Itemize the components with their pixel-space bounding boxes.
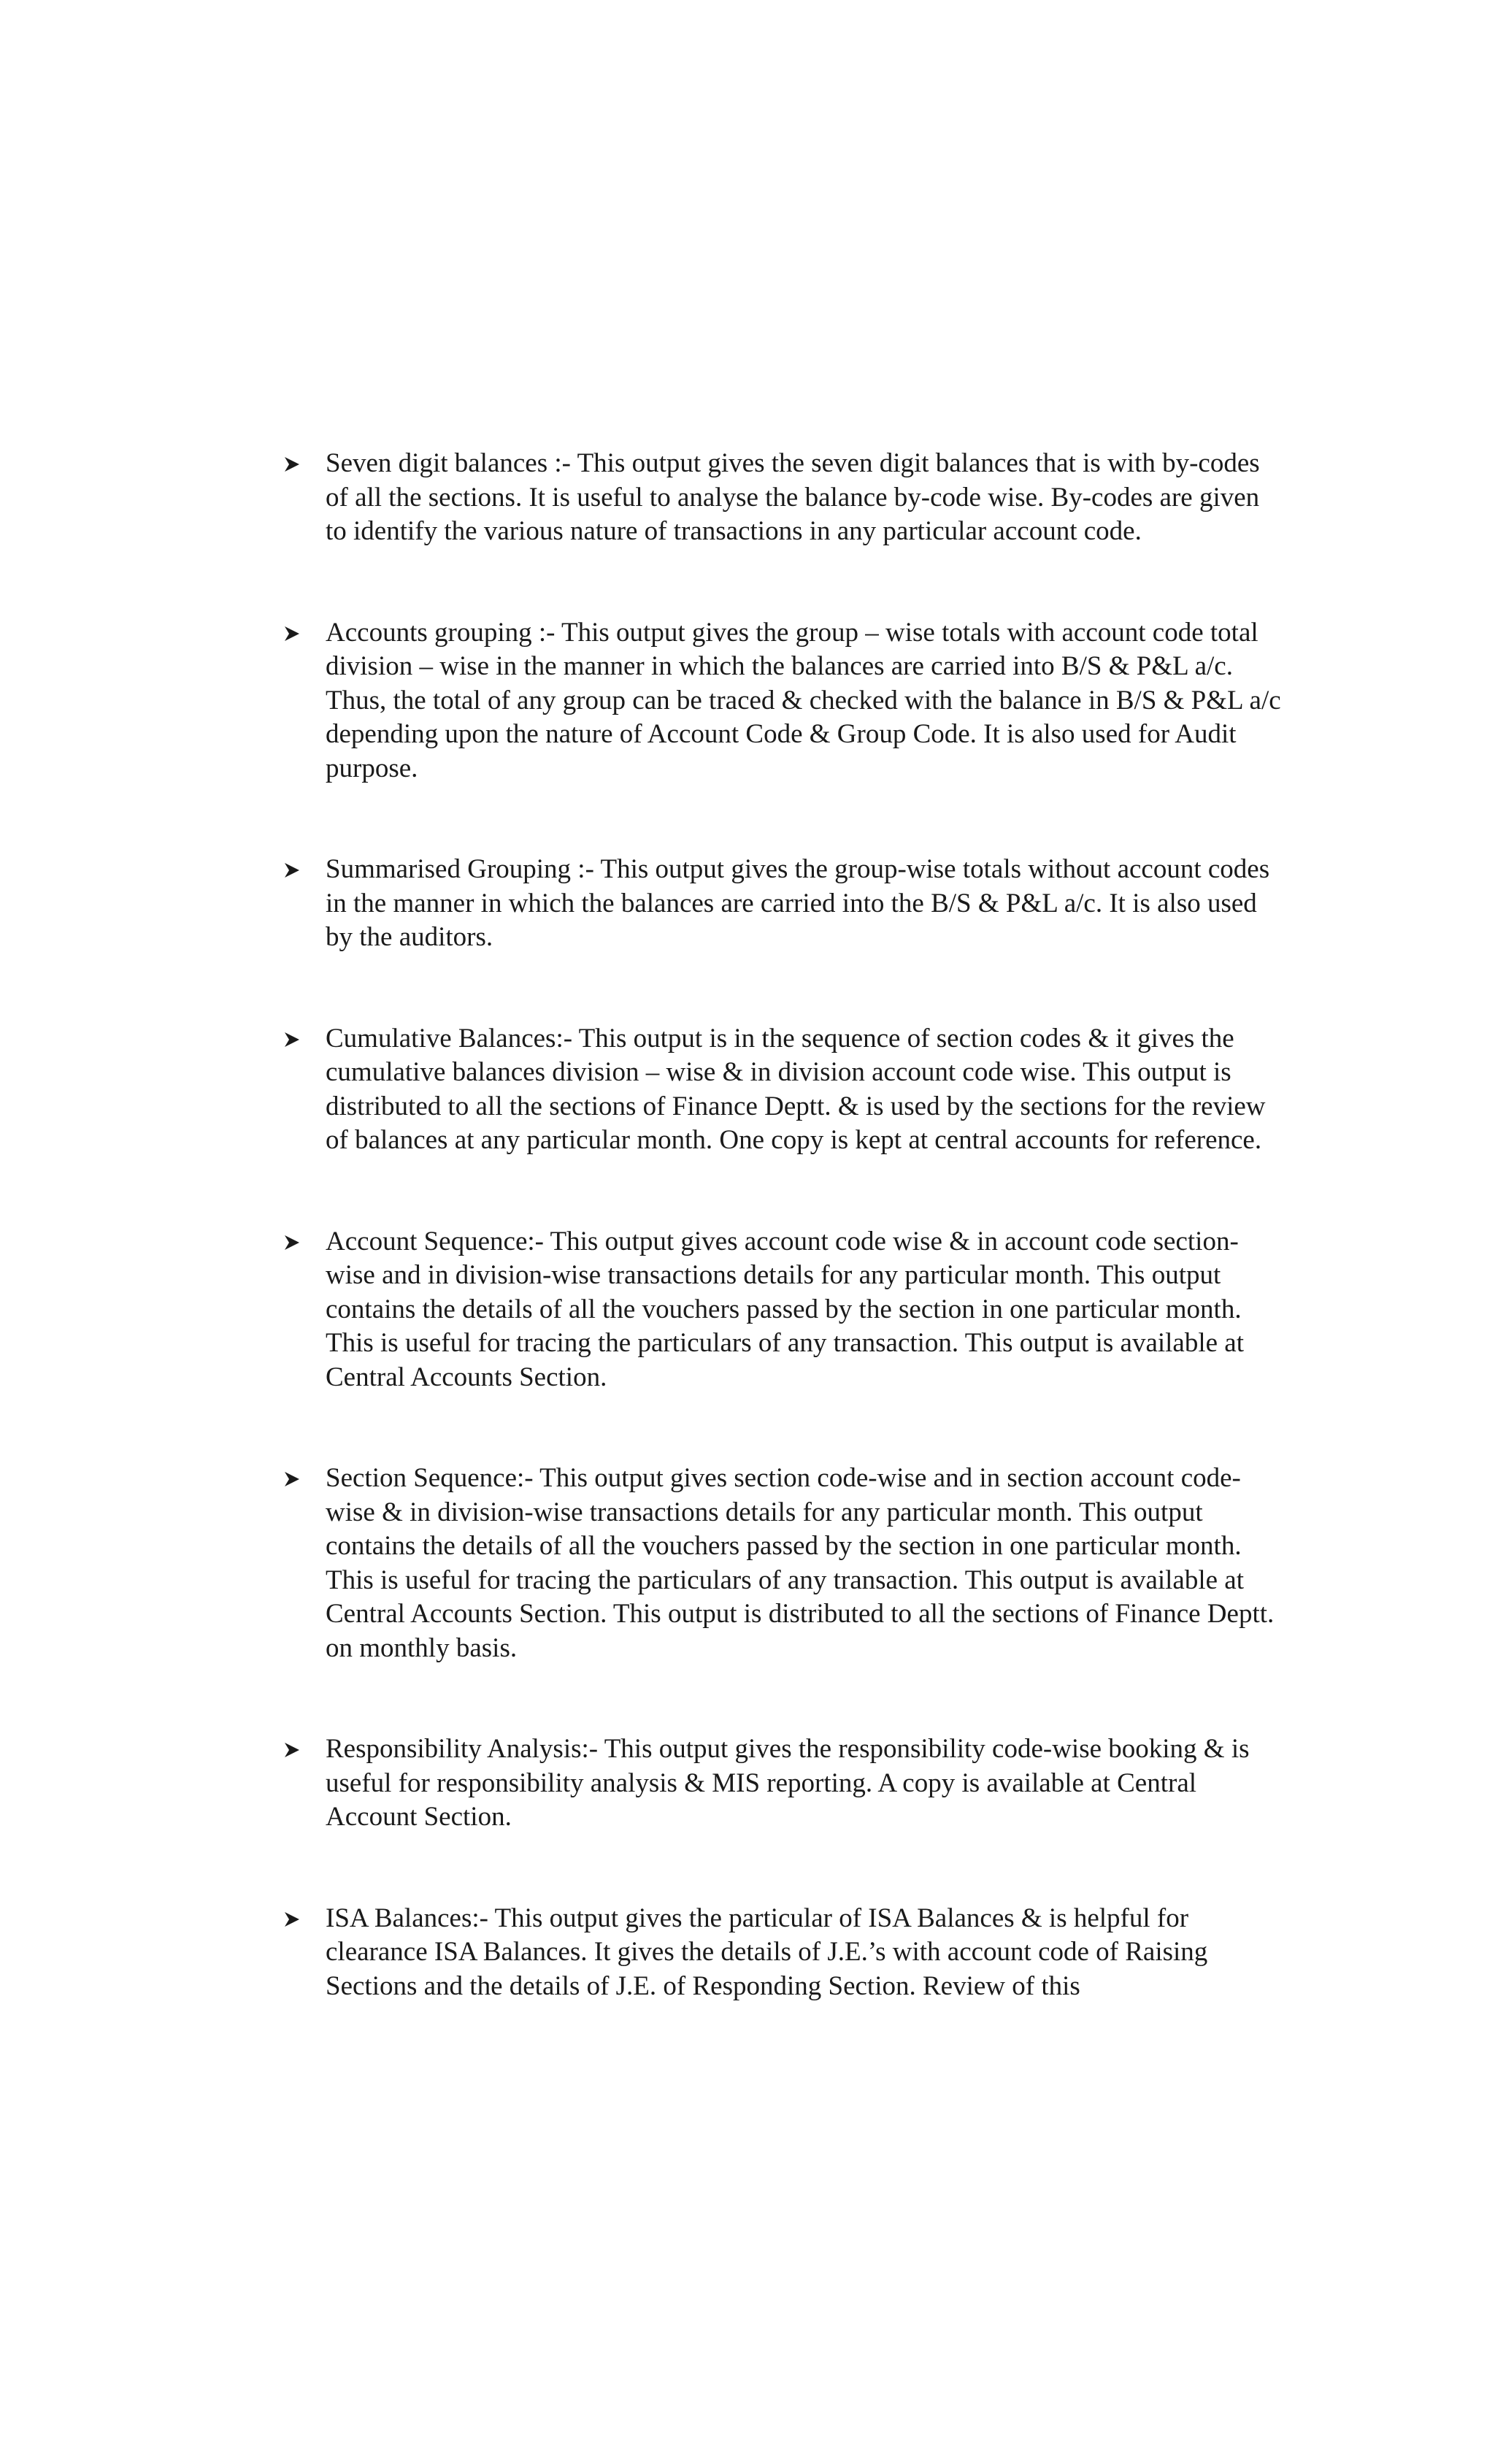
output-description-list bbox=[279, 447, 1286, 2070]
item-text: Section Sequence:- This output gives section code-wise and in section account code-wise & in division-wise transactions details for any particular month. This output contains the details of all the vouchers passed by the section in one particular month. This is useful for tracing the particulars of any transaction. This output is available at Central Accounts Section. This output is distributed to all the sections of Finance Deptt. on monthly basis. bbox=[326, 1463, 1275, 1663]
arrowhead-bullet-icon bbox=[284, 1911, 300, 1927]
item-text: Account Sequence:- This output gives account code wise & in account code section-wise and in division-wise transactions details for any particular month. This output contains the details of all the vouchers passed by the section in one particular month. This is useful for tracing the particulars of any transaction. This output is available at Central Accounts Section. bbox=[326, 1226, 1244, 1392]
list-item bbox=[279, 1462, 1286, 1665]
arrowhead-bullet-icon bbox=[284, 1032, 300, 1048]
list-item bbox=[279, 1732, 1286, 1835]
list-item bbox=[279, 616, 1286, 786]
item-text: Responsibility Analysis:- This output gives the responsibility code-wise booking & is useful for responsibility analysis & MIS reporting. A copy is available at Central Account Section. bbox=[326, 1734, 1250, 1832]
arrowhead-bullet-icon bbox=[284, 1471, 300, 1487]
item-text: Summarised Grouping :- This output gives the group-wise totals without account codes in the manner in which the balances are carried into the B/S & P&L a/c. It is also used by the auditors. bbox=[326, 854, 1270, 952]
arrowhead-bullet-icon bbox=[284, 1742, 300, 1758]
list-item bbox=[279, 1022, 1286, 1158]
item-text: Cumulative Balances:- This output is in the sequence of section codes & it gives the cumulative balances division – wise & in division account code wise. This output is distributed to all the sections of Finance Deptt. & is used by the sections for the review of balances at any particular month. One copy is kept at central accounts for reference. bbox=[326, 1023, 1266, 1155]
arrowhead-bullet-icon bbox=[284, 862, 300, 878]
list-item bbox=[279, 1902, 1286, 2004]
item-text: Accounts grouping :- This output gives the group – wise totals with account code total division – wise in the manner in which the balances are carried into B/S & P&L a/c. Thus, the total of any group can be traced & checked with the balance in B/S & P&L a/c depending upon the nature of Account Code & Group Code. It is also used for Audit purpose. bbox=[326, 617, 1281, 783]
arrowhead-bullet-icon bbox=[284, 1235, 300, 1251]
arrowhead-bullet-icon bbox=[284, 456, 300, 472]
list-item bbox=[279, 1225, 1286, 1395]
list-item bbox=[279, 447, 1286, 549]
arrowhead-bullet-icon bbox=[284, 626, 300, 642]
item-text: Seven digit balances :- This output gives the seven digit balances that is with by-codes of all the sections. It is useful to analyse the balance by-code wise. By-codes are given to identify the various nature of transactions in any particular account code. bbox=[326, 448, 1260, 546]
list-item bbox=[279, 853, 1286, 955]
item-text: ISA Balances:- This output gives the particular of ISA Balances & is helpful for clearance ISA Balances. It gives the details of J.E.’s with account code of Raising Sections and the details of J.E. of Responding Section. Review of this bbox=[326, 1903, 1208, 2001]
